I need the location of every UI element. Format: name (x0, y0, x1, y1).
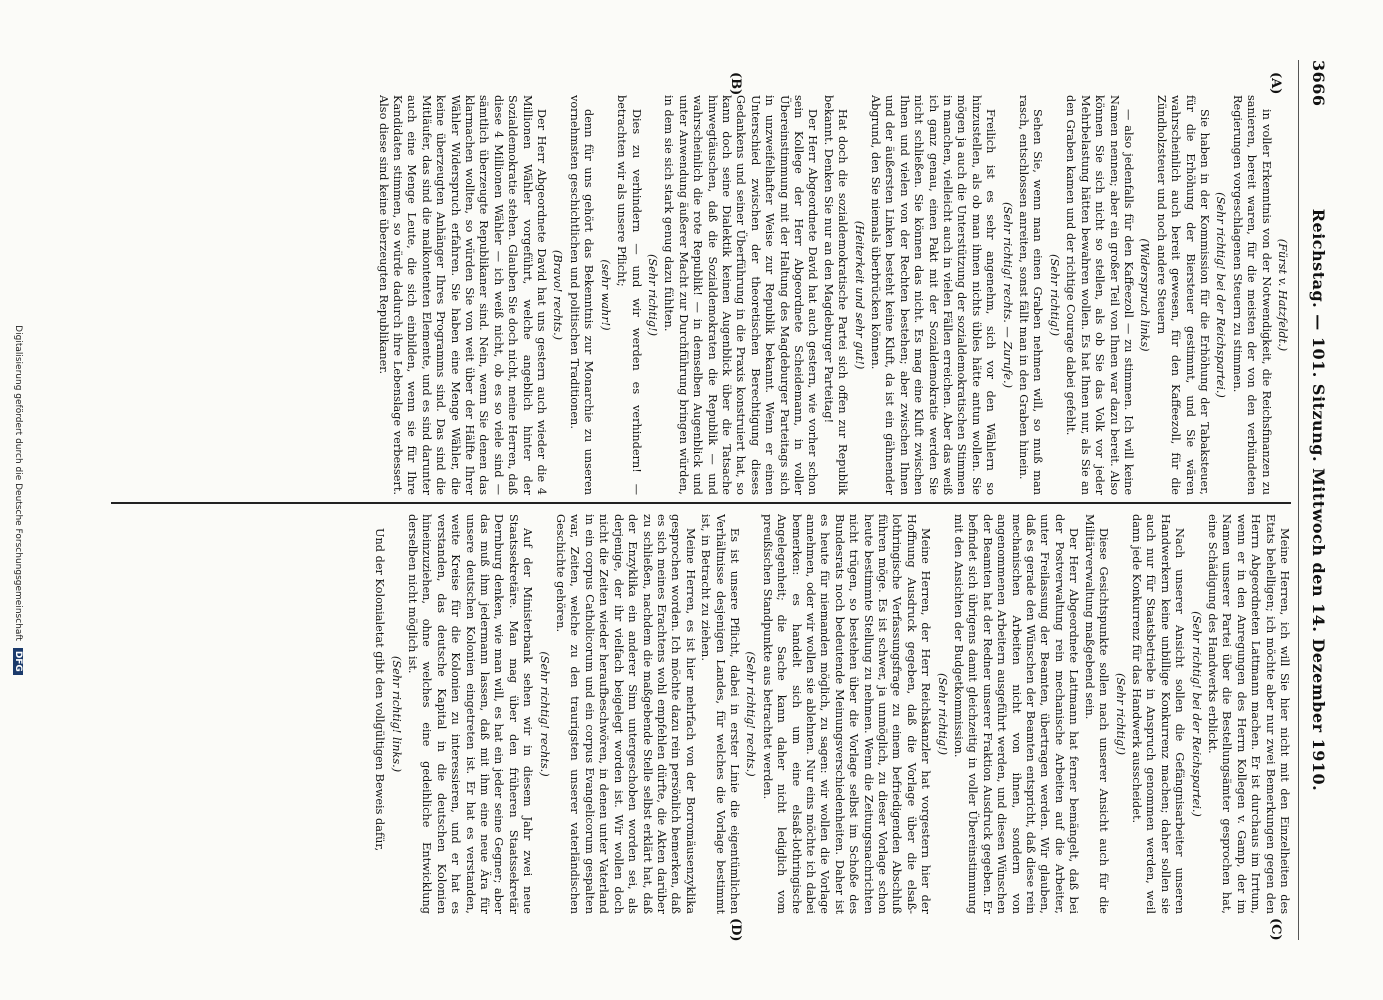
paragraph: Der Herr Abgeordnete David hat uns gestern auch wieder die 4 Millionen Wähler vorgeführt, welche angeblich hinter der Sozialdemokratie stehen. Glauben Sie doch nicht, meine Herren, daß diese 4 Millionen Wähler — ich weiß nicht, ob es so viele sind — sämtlich überzeugte Republikaner sind. Nein, wenn Sie denen das klarmachen wollten, so würden Sie von weit über der Hälfte Ihrer Wähler Widerspruch erfahren. Sie haben eine Menge Wähler, die keine überzeugten Anhänger Ihres Programms sind. Das sind die Mitläufer, das sind die malkontenten Elemente, und es sind darunter auch eine Menge Leute, die sich einbilden, wenn sie für Ihre Kandidaten stimmen, so würde dadurch ihre Lebenslage verbessert. Also diese sind keine überzeugten Republikaner. (376, 95, 549, 495)
interjection: (Sehr richtig! links.) (389, 655, 403, 773)
page-number: 3666 (1309, 60, 1328, 107)
interjection: (Bravo! rechts.) (551, 249, 565, 341)
interjection: (Sehr richtig! rechts. — Zurufe.) (1000, 202, 1014, 388)
page-title: Reichstag. — 101. Sitzung. Mittwoch den 14. Dezember 1910. (1309, 208, 1328, 792)
interjection: (Sehr richtig!) (645, 253, 659, 337)
interjection: (Sehr richtig! rechts.) (537, 651, 551, 777)
paragraph: Es ist unsere Pflicht, dabei in erster Linie die eigentümlichen Verhältnisse desjenigen Landes, für welches die Vorlage bestimmt ist, in Betracht zu ziehen. (699, 514, 741, 914)
paragraph: Meine Herren, ich will Sie hier nicht mit den Einzelheiten des Etats behelligen; ich möchte aber nur zwei Bemerkungen gegen den Herrn Abgeordneten Lattmann machen. Er ist durchaus im Irrtum, wenn er in den Anregungen des Herrn Kollegen v. Gamp, der im Namen unserer Partei über die Bestellungsämter gesprochen hat, eine Schädigung des Handwerks erblickt. (1205, 514, 1291, 914)
right-column (111, 514, 1291, 914)
column-divider (111, 502, 1291, 504)
margin-mark-a: (A) (1268, 72, 1283, 95)
paragraph: Und der Kolonialetat gibt den vollgültigen Beweis dafür, (373, 528, 387, 852)
left-column (111, 95, 1291, 495)
interjection: (Sehr richtig! bei der Reichspartei.) (1214, 192, 1228, 398)
paragraph: Meine Herren, der Herr Reichskanzler hat vorgestern hier der Hoffnung Ausdruck gegeben, daß die Vorlage über die elsaß-lothringische Verfassungsfrage zu einem befriedigenden Abschluß führen möge. Es ist schwer, ja unmöglich, zu dieser Vorlage schon heute bestimmte Stellung zu nehmen. Wenn die Zeitungsnachrichten nicht trügen, so bestehen über die Vorlage selbst im Schoße des Bundesrats noch bedeutende Meinungsverschiedenheiten. Daher ist es heute für niemanden möglich, zu sagen: wir wollen die Vorlage annehmen, oder wir wollen sie ablehnen. Nur eins möchte ich dabei bemerken: es handelt sich um eine elsaß-lothringische Angelegenheit; die Sache kann daher nicht lediglich vom preußischen Standpunkte aus betrachtet werden. (760, 514, 933, 914)
dfg-logo: DFG (13, 648, 23, 675)
paragraph: Freilich ist es sehr angenehm, sich vor den Wählern so hinzustellen, als ob man ihnen nichts übles hätte antun wollen. Sie mögen ja auch die Unterstützung der sozialdemokratischen Stimmen in manchen, vielleicht auch in vielen Fällen erreichen. Aber das weiß ich ganz genau, einen Pakt mit der Sozialdemokratie werden Sie nicht schließen. Sie können das nicht. Es mag eine Kluft zwischen Ihnen und vielen von der Rechten bestehen; aber zwischen Ihnen und der äußersten Linken besteht keine Kluft, da ist ein gähnender Abgrund, den Sie niemals überbrücken können. (869, 95, 998, 495)
paragraph: Diese Gesichtspunkte sollen nach unserer Ansicht auch für die Militärverwaltung maßgebend sein. (1082, 514, 1111, 914)
interjection: (Widerspruch links) (1138, 238, 1152, 352)
digitization-credit (13, 0, 23, 1000)
interjection: (Sehr richtig!) (1113, 672, 1127, 756)
paragraph: Sehen Sie, wenn man einen Graben nehmen will, so muß man rasch, entschlossen anreiten, sonst fällt man in den Graben hinein. (1017, 95, 1045, 495)
interjection: (Heiterkeit und sehr gut!) (852, 220, 866, 370)
margin-mark-d: (D) (728, 918, 743, 942)
page-header (1302, 60, 1328, 940)
interjection: (Sehr richtig! rechts.) (744, 651, 758, 777)
margin-mark-b: (B) (728, 72, 743, 96)
interjection: (Sehr richtig!) (935, 672, 949, 756)
speaker-name: (Fürst v. Hatzfeldt.) (1276, 238, 1289, 352)
paragraph: Auf der Ministerbank sehen wir in diesem Jahr zwei neue Staatssekretäre. Man mag über den früheren Staatssekretär Dernburg denken, wie man will, es hat ein jeder seine Gegner; aber das muß ihm jedermann lassen, daß mit ihm eine neue Ära für unsere deutschen Kolonien eingetreten ist. Er hat es verstanden, weite Kreise für die Kolonien zu interessieren, und er hat es verstanden, das deutsche Kapital in die deutschen Kolonien hineinzuziehen, ohne welches eine gedeihliche Entwicklung derselben nicht möglich ist. (406, 514, 535, 914)
paragraph: Hat doch die sozialdemokratische Partei sich offen zur Republik bekannt. Denken Sie nur an den Magdeburger Parteitag! (821, 95, 850, 495)
margin-mark-c: (C) (1268, 918, 1283, 941)
paragraph: — also jedenfalls für den Kaffeezoll — zu stimmen. Ich will keine Namen nennen; aber ein großer Teil von Ihnen war dazu bereit. Also können Sie sich nicht so stellen, als ob Sie das Volk vor jeder Mehrbelastung hätten bewahren wollen. Es hat Ihnen nur, als Sie an den Graben kamen und der richtige Courage dabei gefehlt. (1064, 95, 1135, 495)
paragraph: Dies zu verhindern — und wir werden es verhindern! — betrachten wir als unsere Pflicht; (615, 95, 643, 495)
paragraph: Meine Herren, es ist hier mehrfach von der Borromäusenzyklika gesprochen worden. Ich möchte dazu rein persönlich bemerken, daß es sich meines Erachtens wohl empfehlen dürfte, die Akten darüber zu schließen, nachdem die maßgebende Stelle selbst erklärt hat, daß der Enzyklika ein anderer Sinn untergeschoben worden sei, als derjenige, der ihr vielfach beigelegt worden ist. Wir wollen doch nicht die Zeiten wieder heraufbeschwören, in denen unter Vaterland in ein corpus Catholicorum und ein corpus Evangelicorum gespalten war, Zeiten, welche zu den traurigsten unserer vaterländischen Geschichte gehören. (554, 514, 697, 914)
interjection: (sehr wahr!) (598, 259, 612, 331)
credit-text: Digitalisierung gefördert durch die Deutsche Forschungsgemeinschaft (13, 325, 23, 641)
interjection: (Sehr richtig! bei der Reichspartei.) (1189, 611, 1203, 817)
interjection: (Sehr richtig!) (1047, 253, 1061, 337)
paragraph: in voller Erkenntnis von der Notwendigkeit, die Reichsfinanzen zu sanieren, bereit waren, für die meisten der von den verbündeten Regierungen vorgeschlagenen Steuern zu stimmen. (1230, 95, 1273, 495)
paragraph: denn für uns gehört das Bekenntnis zur Monarchie zu unseren vornehmsten geschichtlichen und politischen Traditionen. (567, 95, 596, 495)
header-rule (1298, 60, 1299, 940)
paragraph: Sie haben in der Kommission für die Erhöhung der Tabaksteuer, für die Erhöhung der Biersteuer gestimmt, und Sie wären wahrscheinlich auch bereit gewesen, für den Kaffeezoll, für die Zündholzsteuer und noch andere Steuern (1154, 95, 1211, 495)
paragraph: Nach unserer Ansicht sollen die Gefängnisarbeiter unseren Handwerkern keine unbillige Konkurrenz machen; daher sollen sie auch nur für Staatsbetriebe in Anspruch genommen werden, weil dann jede Konkurrenz für das Handwerk ausscheidet. (1129, 514, 1187, 914)
paragraph: Der Herr Abgeordnete Lattmann hat ferner bemängelt, daß bei der Postverwaltung rein mechanische Arbeiten auf die Arbeiter, unter Freilassung der Beamten, übertragen werden. Wir glauben, daß es gerade den Wünschen der Beamten entspricht, daß diese rein mechanischen Arbeiten nicht von ihnen, sondern von angenommenen Arbeitern ausgeführt werden, und diesen Wünschen der Beamten hat der Redner unserer Fraktion Ausdruck gegeben. Er befindet sich übrigens damit gleichzeitig in voller Übereinstimmung mit den Ansichten der Budgetkommission. (952, 514, 1081, 914)
paragraph: Der Herr Abgeordnete David hat auch gestern, wie vorher schon sein Kollege der Herr Abgeordnete Scheidemann, in voller Übereinstimmung mit der Haltung des Magdeburger Parteitags sich in unzweifelhafter Weise zur Republik bekannt. Wenn er einen Unterschied zwischen der theoretischen Berechtigung dieses Gedankens und seiner Überführung in die Praxis konstruiert hat, so kann doch seine Dialektik keinen Augenblick über die Tatsache hinwegtäuschen, daß die Sozialdemokraten die Republik — und wahrscheinlich die rote Republik! — in demselben Augenblick und unter Anwendung äußerer Macht zur Durchführung bringen würden, in dem sie sich stark genug dazu fühlten. (662, 95, 820, 495)
